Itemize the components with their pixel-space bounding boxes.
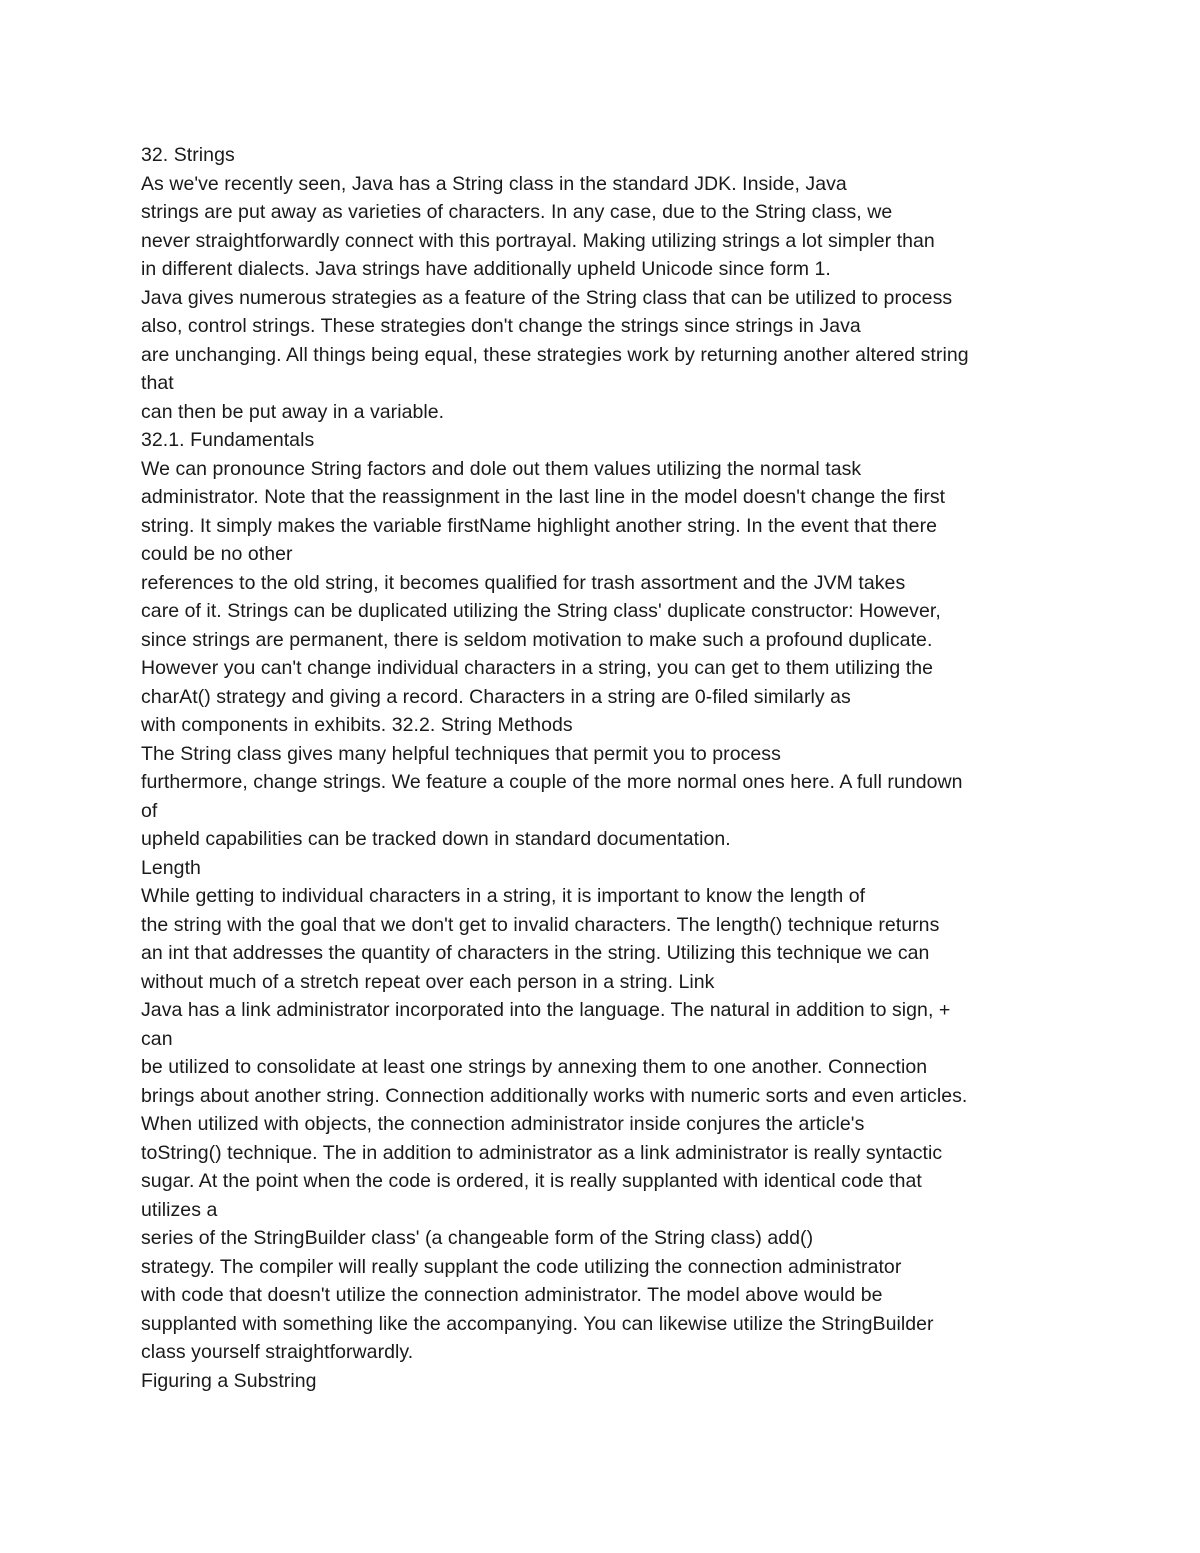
section-heading: 32. Strings [141, 144, 235, 166]
text-line: since strings are permanent, there is seldom motivation to make such a profound duplicate. [141, 628, 933, 651]
text-line: also, control strings. These strategies don't change the strings since strings in Java [141, 315, 861, 337]
text-line: Java has a link administrator incorporated into the language. The natural in addition to sign, + [141, 999, 951, 1021]
text-line: While getting to individual characters in a string, it is important to know the length of [141, 885, 866, 907]
text-line: utilizes a [141, 1198, 218, 1221]
text-line: The String class gives many helpful techniques that permit you to process [141, 742, 781, 765]
text-line: administrator. Note that the reassignment in the last line in the model doesn't change the first [141, 486, 946, 508]
section-heading: Figuring a Substring [141, 1369, 317, 1392]
section-heading: 32.1. Fundamentals [141, 429, 315, 451]
text-line: be utilized to consolidate at least one strings by annexing them to one another. Connection [141, 1056, 928, 1078]
text-line: with code that doesn't utilize the connection administrator. The model above would be [141, 1284, 883, 1306]
text-line: We can pronounce String factors and dole out them values utilizing the normal task [141, 457, 862, 480]
document-body [141, 141, 1071, 1395]
text-line: of [141, 799, 158, 822]
text-line: series of the StringBuilder class' (a changeable form of the String class) add() [141, 1227, 814, 1249]
text-line: can then be put away in a variable. [141, 400, 445, 423]
text-line: class yourself straightforwardly. [141, 1341, 414, 1363]
text-line: supplanted with something like the accompanying. You can likewise utilize the StringBuilder [141, 1312, 934, 1335]
section-heading: Length [141, 856, 201, 879]
text-line: brings about another string. Connection additionally works with numeric sorts and even articles. [141, 1084, 968, 1107]
text-line: references to the old string, it becomes qualified for trash assortment and the JVM takes [141, 571, 906, 594]
text-line: When utilized with objects, the connection administrator inside conjures the article's [141, 1113, 865, 1135]
text-line: without much of a stretch repeat over each person in a string. Link [141, 970, 715, 993]
text-line: the string with the goal that we don't get to invalid characters. The length() technique returns [141, 913, 940, 936]
text-line: can [141, 1027, 173, 1050]
text-line: could be no other [141, 543, 293, 565]
text-line: However you can't change individual characters in a string, you can get to them utilizing the [141, 657, 934, 679]
text-line: that [141, 372, 174, 394]
text-line: sugar. At the point when the code is ordered, it is really supplanted with identical code that [141, 1170, 922, 1192]
text-line: toString() technique. The in addition to administrator as a link administrator is really syntactic [141, 1141, 943, 1164]
text-line: charAt() strategy and giving a record. Characters in a string are 0-filed similarly as [141, 685, 851, 708]
text-line: As we've recently seen, Java has a String class in the standard JDK. Inside, Java [141, 172, 847, 195]
text-line: in different dialects. Java strings have additionally upheld Unicode since form 1. [141, 258, 831, 280]
text-line: furthermore, change strings. We feature a couple of the more normal ones here. A full rundown [141, 771, 963, 793]
text-line: never straightforwardly connect with this portrayal. Making utilizing strings a lot simpler than [141, 229, 935, 252]
text-line: care of it. Strings can be duplicated utilizing the String class' duplicate constructor: However, [141, 600, 941, 622]
text-line: are unchanging. All things being equal, these strategies work by returning another altered string [141, 343, 969, 366]
text-line: upheld capabilities can be tracked down in standard documentation. [141, 828, 731, 850]
text-line: with components in exhibits. 32.2. String Methods [141, 714, 573, 736]
text-line: Java gives numerous strategies as a feature of the String class that can be utilized to process [141, 286, 953, 309]
text-line: string. It simply makes the variable firstName highlight another string. In the event that there [141, 514, 938, 537]
text-line: strings are put away as varieties of characters. In any case, due to the String class, we [141, 201, 893, 223]
text-line: an int that addresses the quantity of characters in the string. Utilizing this technique we can [141, 942, 930, 964]
text-line: strategy. The compiler will really supplant the code utilizing the connection administrator [141, 1255, 902, 1278]
